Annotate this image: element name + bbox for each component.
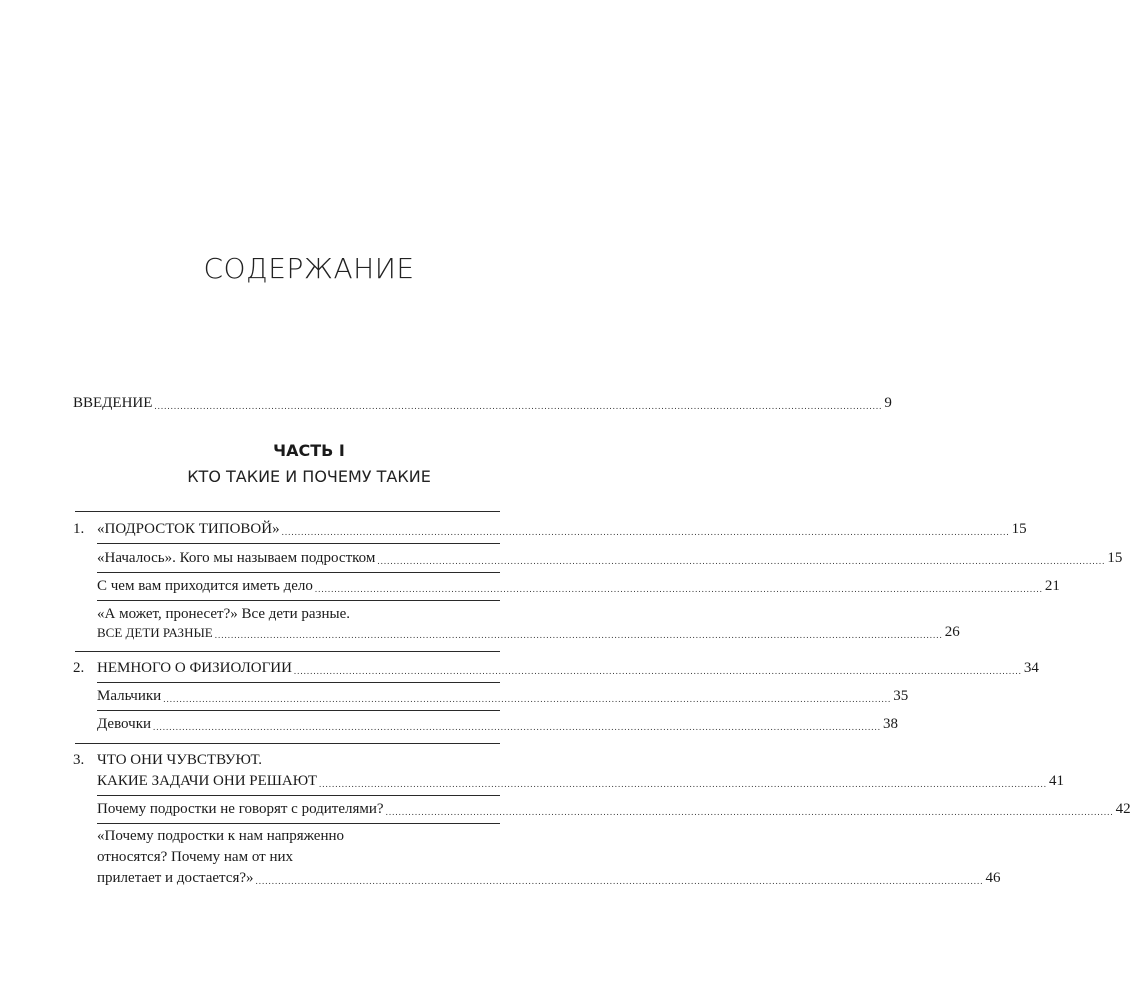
page-title: СОДЕРЖАНИЕ [203, 252, 415, 285]
toc-section[interactable] [97, 799, 1131, 820]
toc-page-number: 9 [884, 395, 892, 411]
toc-section[interactable] [97, 622, 960, 643]
section-divider [97, 682, 500, 683]
section-divider [97, 600, 500, 601]
chapter-divider [75, 743, 500, 744]
dot-leader: ................................................................................................................................................................................................................................ [255, 876, 984, 886]
toc-chapter-3[interactable] [97, 771, 1064, 792]
dot-leader: ................................................................................................................................................................................................................................ [318, 779, 1047, 789]
dot-leader: ................................................................................................................................................................................................................................ [153, 722, 882, 732]
toc-section[interactable] [97, 686, 909, 707]
section-divider [97, 710, 500, 711]
toc-section-line1: «Почему подростки к нам напряженно [97, 828, 345, 844]
toc-chapter-2[interactable] [97, 658, 1039, 679]
dot-leader: ................................................................................................................................................................................................................................ [377, 556, 1106, 566]
chapter-divider [75, 511, 500, 512]
section-divider [97, 823, 500, 824]
dot-leader: ................................................................................................................................................................................................................................ [293, 666, 1022, 676]
toc-section-text: прилетает и достается?» [97, 870, 254, 886]
toc-page-number: 15 [1107, 550, 1123, 566]
toc-chapter-line1: ЧТО ОНИ ЧУВСТВУЮТ. [97, 752, 262, 768]
toc-section-text: Девочки [97, 716, 152, 732]
toc-page-number: 34 [1023, 660, 1039, 676]
toc-chapter-title: НЕМНОГО О ФИЗИОЛОГИИ [97, 660, 292, 676]
toc-page-number: 15 [1011, 521, 1027, 537]
toc-section-text: ВСЕ ДЕТИ РАЗНЫЕ [97, 625, 213, 640]
toc-chapter-1[interactable] [97, 519, 1027, 540]
toc-section[interactable] [97, 576, 1060, 597]
dot-leader: ................................................................................................................................................................................................................................ [385, 807, 1114, 817]
chapter-number: 3. [73, 752, 85, 768]
chapter-number: 1. [73, 521, 85, 537]
toc-section-text: Почему подростки не говорят с родителями? [97, 801, 384, 817]
toc-chapter-title: «ПОДРОСТОК ТИПОВОЙ» [97, 521, 280, 537]
toc-page-number: 38 [883, 716, 899, 732]
toc-page-number: 35 [893, 688, 909, 704]
toc-section-text: «Началось». Кого мы называем подростком [97, 550, 376, 566]
toc-section[interactable] [97, 548, 1123, 569]
chapter-number: 2. [73, 660, 85, 676]
toc-section[interactable] [97, 868, 1001, 889]
dot-leader: ................................................................................................................................................................................................................................ [314, 584, 1043, 594]
toc-section-line1: «А может, пронесет?» Все дети разные. [97, 606, 350, 622]
dot-leader: ................................................................................................................................................................................................................................ [214, 630, 943, 640]
section-divider [97, 543, 500, 544]
dot-leader: ................................................................................................................................................................................................................................ [281, 527, 1010, 537]
chapter-divider [75, 651, 500, 652]
toc-entry-intro[interactable] [73, 393, 892, 414]
toc-page-number: 42 [1115, 801, 1131, 817]
toc-entry-text: ВВЕДЕНИЕ [73, 395, 153, 411]
toc-page-number: 46 [985, 870, 1001, 886]
dot-leader: ................................................................................................................................................................................................................................ [163, 694, 892, 704]
part-label: ЧАСТЬ I [273, 441, 345, 460]
toc-chapter-title: КАКИЕ ЗАДАЧИ ОНИ РЕШАЮТ [97, 773, 317, 789]
section-divider [97, 795, 500, 796]
part-subtitle: КТО ТАКИЕ И ПОЧЕМУ ТАКИЕ [187, 467, 431, 486]
toc-section-line2: относятся? Почему нам от них [97, 849, 293, 865]
toc-section-text: Мальчики [97, 688, 162, 704]
toc-page-number: 41 [1048, 773, 1064, 789]
section-divider [97, 572, 500, 573]
toc-page-number: 21 [1044, 578, 1060, 594]
dot-leader: ................................................................................................................................................................................................................................ [154, 401, 883, 411]
toc-page-number: 26 [944, 624, 960, 640]
toc-section[interactable] [97, 714, 899, 735]
toc-section-text: С чем вам приходится иметь дело [97, 578, 313, 594]
